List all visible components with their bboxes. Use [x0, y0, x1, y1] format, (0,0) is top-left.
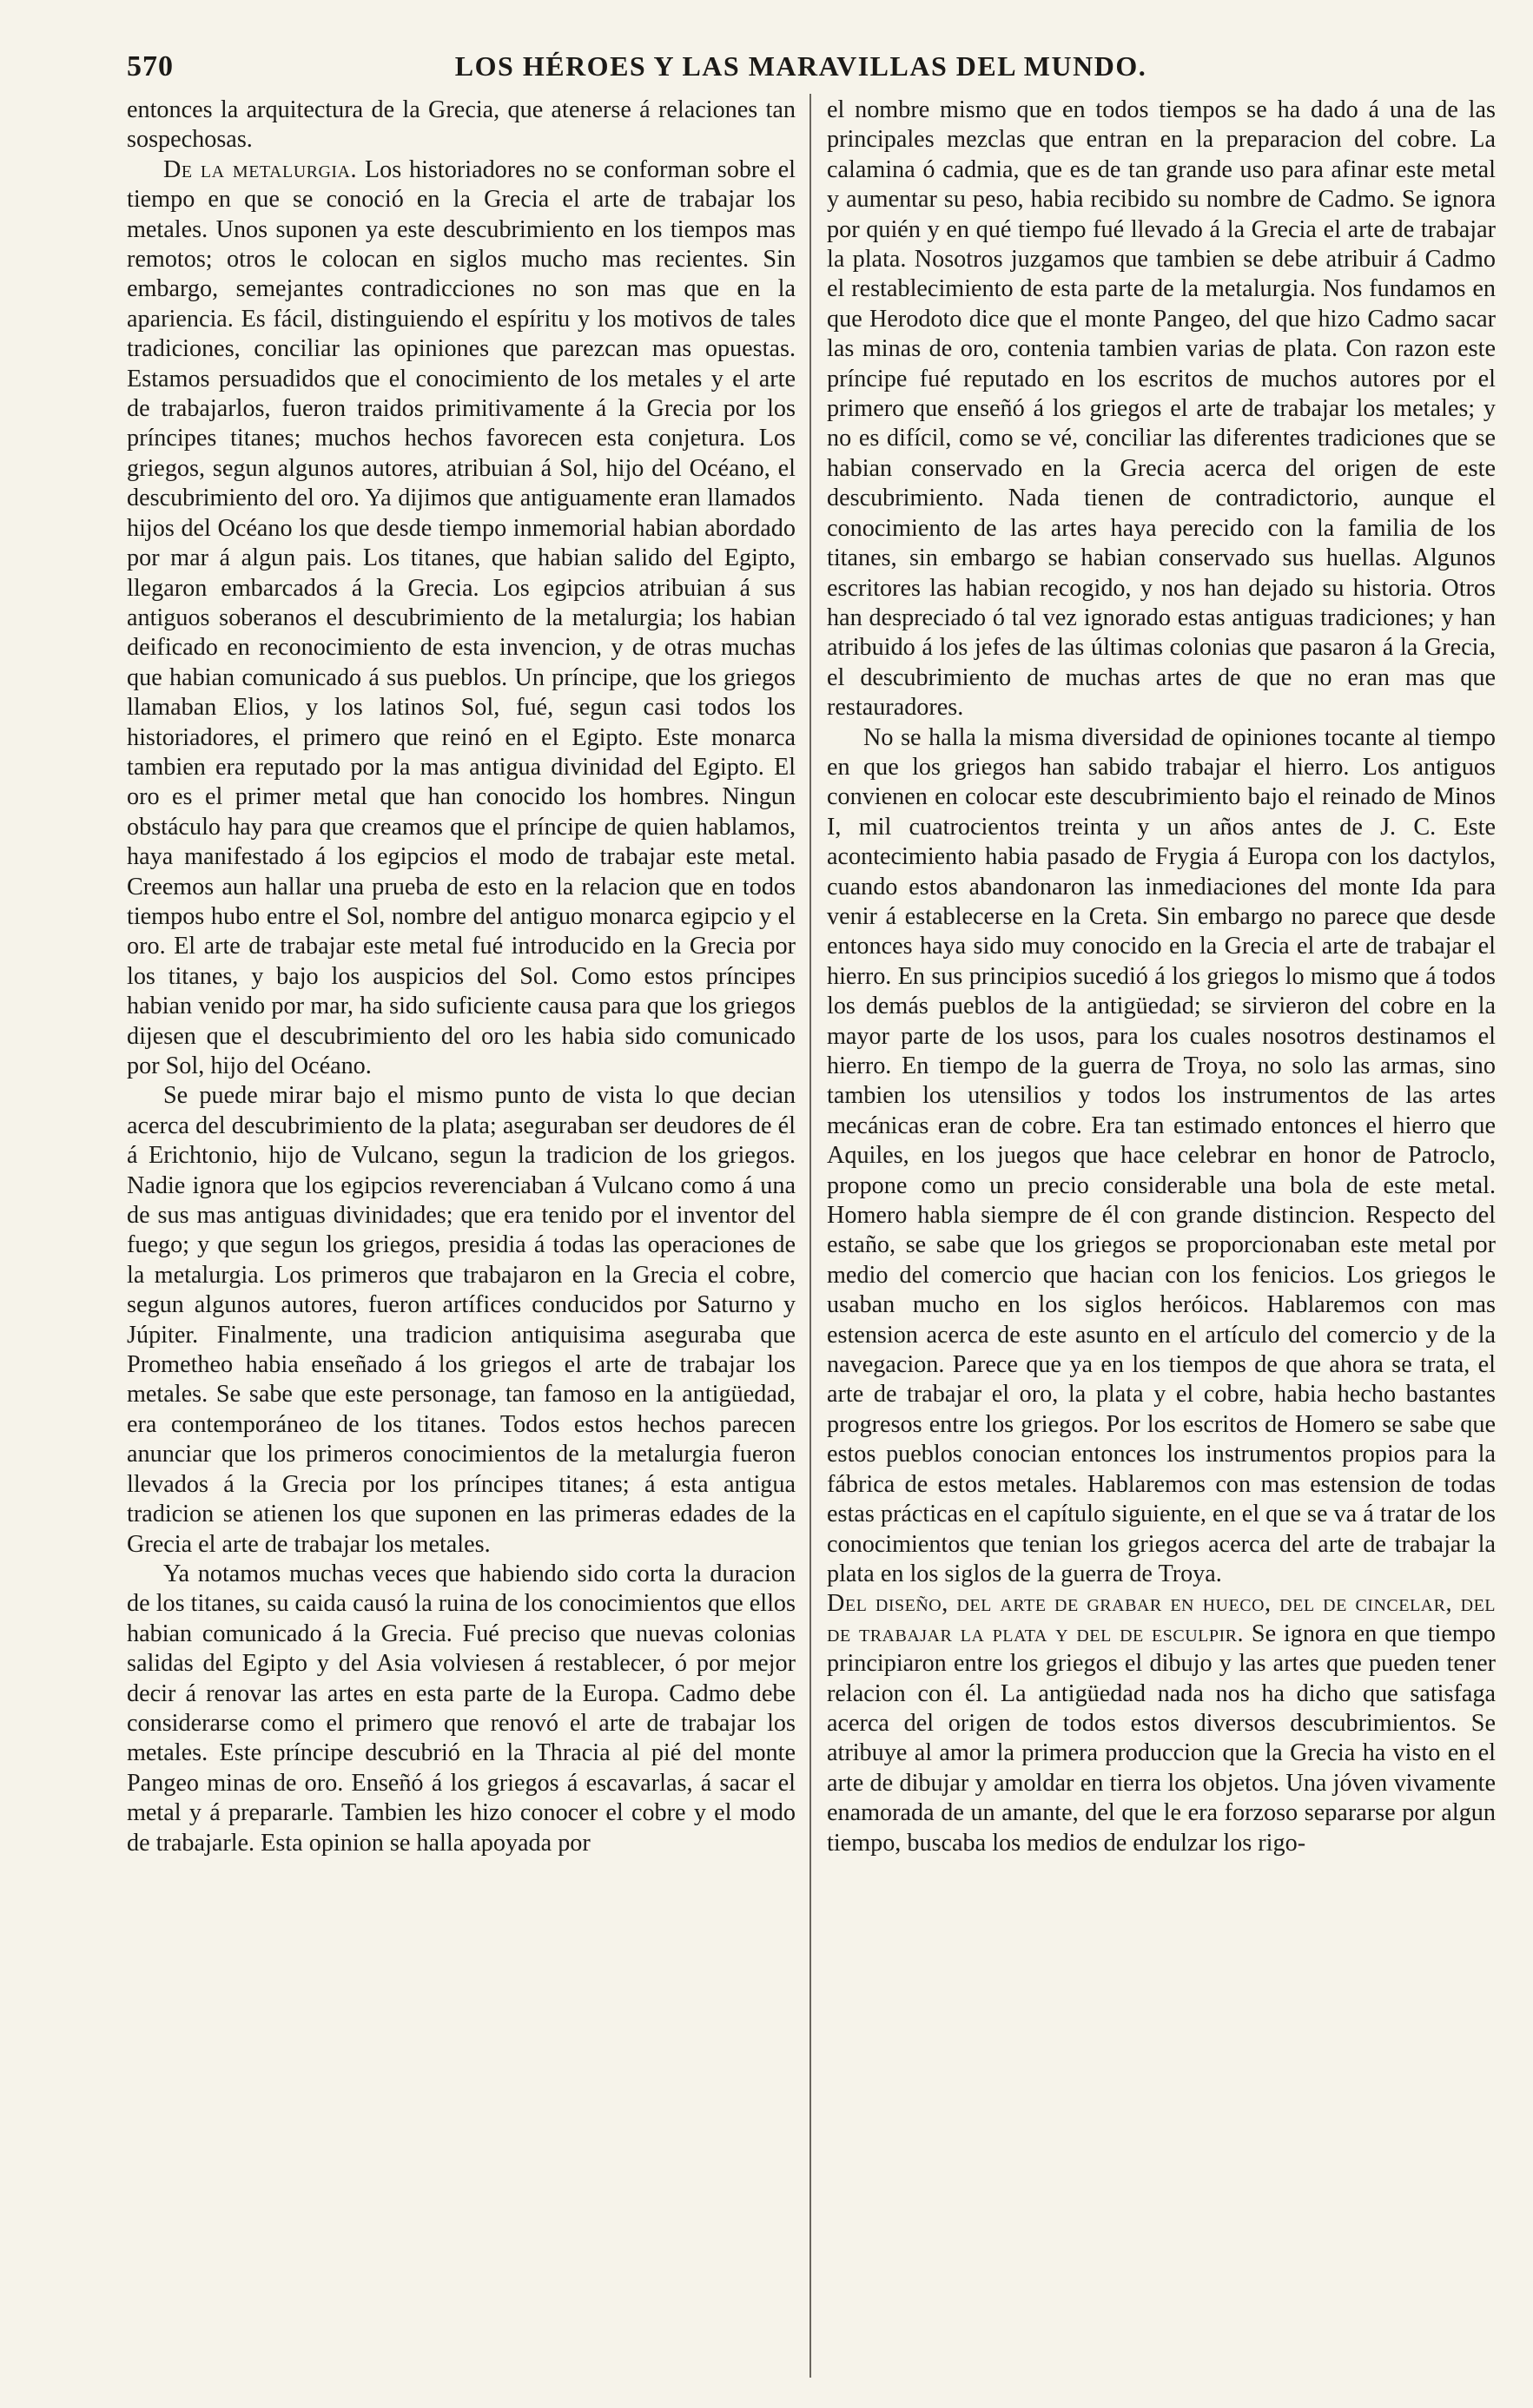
paragraph: entonces la arquitectura de la Grecia, que atenerse á relaciones tan sospechosas. — [127, 96, 796, 154]
paragraph-diseno — [827, 1589, 1496, 1858]
paragraph-metalurgia — [127, 155, 796, 1082]
paragraph-body: Los historiadores no se conforman sobre el tiempo en que se conoció en la Grecia el arte de trabajar los metales. Unos suponen ya este descubrimiento en los tiempos mas remotos; otros le colocan en siglos mucho mas recientes. Sin embargo, semejantes contradicciones no son mas que en la apariencia. Es fácil, distinguiendo el espíritu y los motivos de tales tradiciones, conciliar las opiniones que parezcan mas opuestas. Estamos persuadidos que el conocimiento de los metales y el arte de trabajarlos, fueron traidos primitivamente á la Grecia por los príncipes titanes; muchos hechos favorecen esta conjetura. Los griegos, segun algunos autores, atribuian á Sol, hijo del Océano, el descubrimiento del oro. Ya dijimos que antiguamente eran llamados hijos del Océano los que desde tiempo inmemorial habian abordado por mar á algun pais. Los titanes, que habian salido del Egipto, llegaron embarcados á la Grecia. Los egipcios atribuian á sus antiguos soberanos el descubrimiento de la metalurgia; los habian deificado en reconocimiento de esta invencion, y de otras muchas que habian comunicado á sus pueblos. Un príncipe, que los griegos llamaban Elios, y los latinos Sol, fué, segun casi todos los historiadores, el primero que reinó en el Egipto. Este monarca tambien era reputado por la mas antigua divinidad del Egipto. El oro es el primer metal que han conocido los hombres. Ningun obstáculo hay para que creamos que el príncipe de quien hablamos, haya manifestado á los egipcios el modo de trabajar este metal. Creemos aun hallar una prueba de esto en la relacion que en todos tiempos hubo entre el Sol, nombre del antiguo monarca egipcio y el oro. El arte de trabajar este metal fué introducido en la Grecia por los titanes, y bajo los auspicios del Sol. Como estos príncipes habian venido por mar, ha sido suficiente causa para que los griegos dijesen que el descubrimiento del oro les habia sido comunicado por Sol, hijo del Océano. — [127, 155, 796, 1079]
paragraph: el nombre mismo que en todos tiempos se ha dado á una de las principales mezclas que entran en la preparacion del cobre. La calamina ó cadmia, que es de tan grande uso para afinar este metal y aumentar su peso, habia recibido su nombre de Cadmo. Se ignora por quién y en qué tiempo fué llevado á la Grecia el arte de trabajar la plata. Nosotros juzgamos que tambien se debe atribuir á Cadmo el restablecimiento de esta parte de la metalurgia. Nos fundamos en que Herodoto dice que el monte Pangeo, del que hizo Cadmo sacar las minas de oro, contenia tambien varias de plata. Con razon este príncipe fué reputado en los escritos de muchos autores por el primero que enseñó á los griegos el arte de trabajar los metales; y no es difícil, como se vé, conciliar las diferentes tradiciones que se habian conservado en la Grecia acerca del origen de este descubrimiento. Nada tienen de contradictorio, aunque el conocimiento de las artes haya perecido con la familia de los titanes, sin embargo se habian conservado sus huellas. Algunos escritores las habian recogido, y nos han dejado su historia. Otros han despreciado ó tal vez ignorado estas antiguas tradiciones; y han atribuido á los jefes de las últimas colonias que pasaron á la Grecia, el descubrimiento de muchas artes de que no eran mas que restauradores. — [827, 96, 1496, 722]
section-heading-diseno: Del diseño, del arte de grabar en hueco, del de cincelar, del de trabajar la plata y del de esculpir. — [827, 1590, 1496, 1647]
paragraph-body: Se ignora en que tiempo principiaron entre los griegos el dibujo y las artes que pueden tener relacion con él. La antigüedad nada nos ha dicho que satisfaga acerca del origen de todos estos diversos descubrimientos. Se atribuye al amor la primera produccion que la Grecia ha visto en el arte de dibujar y amoldar en tierra los objetos. Una jóven vivamente enamorada de un amante, del que le era forzoso separarse por algun tiempo, buscaba los medios de endulzar los rigo- — [827, 1620, 1496, 1857]
running-title: LOS HÉROES Y LAS MARAVILLAS DEL MUNDO. — [454, 50, 1147, 82]
paragraph: Ya notamos muchas veces que habiendo sido corta la duracion de los titanes, su caida causó la ruina de los conocimientos que ellos habian comunicado á la Grecia. Fué preciso que nuevas colonias salidas del Egipto y del Asia volviesen á restablecer, ó por mejor decir á renovar las artes en esta parte de la Europa. Cadmo debe considerarse como el primero que renovó el arte de trabajar los metales. Este príncipe descubrió en la Thracia al pié del monte Pangeo minas de oro. Enseñó á los griegos á escavarlas, á sacar el metal y á prepararle. Tambien les hizo conocer el cobre y el modo de trabajarle. Esta opinion se halla apoyada por — [127, 1560, 796, 1857]
paragraph: No se halla la misma diversidad de opiniones tocante al tiempo en que los griegos han sabido trabajar el hierro. Los antiguos convienen en colocar este descubrimiento bajo el reinado de Minos I, mil cuatrocientos treinta y un años antes de J. C. Este acontecimiento habia pasado de Frygia á Europa con los dactylos, cuando estos abandonaron las inmediaciones del monte Ida para venir á establecerse en la Creta. Sin embargo no parece que desde entonces haya sido muy conocido en la Grecia el arte de trabajar el hierro. En sus principios sucedió á los griegos lo mismo que á todos los demás pueblos de la antigüedad; se sirvieron del cobre en la mayor parte de los usos, para los cuales nosotros destinamos el hierro. En tiempo de la guerra de Troya, no solo las armas, sino tambien los utensilios y todos los instrumentos de las artes mecánicas eran de cobre. Era tan estimado entonces el hierro que Aquiles, en los juegos que hace celebrar en honor de Patroclo, propone como un precio considerable una bola de este metal. Homero habla siempre de él con grande distincion. Respecto del estaño, se sabe que los griegos se proporcionaban este metal por medio del comercio que hacian con los fenicios. Los griegos le usaban mucho en los siglos heróicos. Hablaremos con mas estension acerca de este asunto en el artículo del comercio y de la navegacion. Parece que ya en los tiempos de que ahora se trata, el arte de trabajar el oro, la plata y el cobre, habia hecho bastantes progresos entre los griegos. Por los escritos de Homero se sabe que estos pueblos conocian entonces los instrumentos propios para la fábrica de estos metales. Hablaremos con mas estension de todas estas prácticas en el capítulo siguiente, en el que se va á tratar de los conocimientos que tenian los griegos acerca del arte de trabajar la plata en los siglos de la guerra de Troya. — [827, 723, 1496, 1587]
paragraph: Se puede mirar bajo el mismo punto de vista lo que decian acerca del descubrimiento de la plata; aseguraban ser deudores de él á Erichtonio, hijo de Vulcano, segun la tradicion de los griegos. Nadie ignora que los egipcios reverenciaban á Vulcano como á una de sus mas antiguas divinidades; que era tenido por el inventor del fuego; y que segun los griegos, presidia á todas las operaciones de la metalurgia. Los primeros que trabajaron en la Grecia el cobre, segun algunos autores, fueron artífices conducidos por Saturno y Júpiter. Finalmente, una tradicion antiquisima aseguraba que Prometheo habia enseñado á los griegos el arte de trabajar los metales. Se sabe que este personage, tan famoso en la antigüedad, era contemporáneo de los titanes. Todos estos hechos parecen anunciar que los primeros conocimientos de la metalurgia fueron llevados á la Grecia por los príncipes titanes; á esta antigua tradicion se atienen los que suponen en las primeras edades de la Grecia el arte de trabajar los metales. — [127, 1082, 796, 1558]
page-header — [127, 50, 1475, 89]
page-number: 570 — [127, 50, 174, 82]
column-divider — [809, 94, 811, 2378]
right-column — [827, 96, 1496, 2379]
left-column — [127, 96, 796, 2379]
section-heading-metalurgia: De la metalurgia. — [163, 155, 358, 183]
